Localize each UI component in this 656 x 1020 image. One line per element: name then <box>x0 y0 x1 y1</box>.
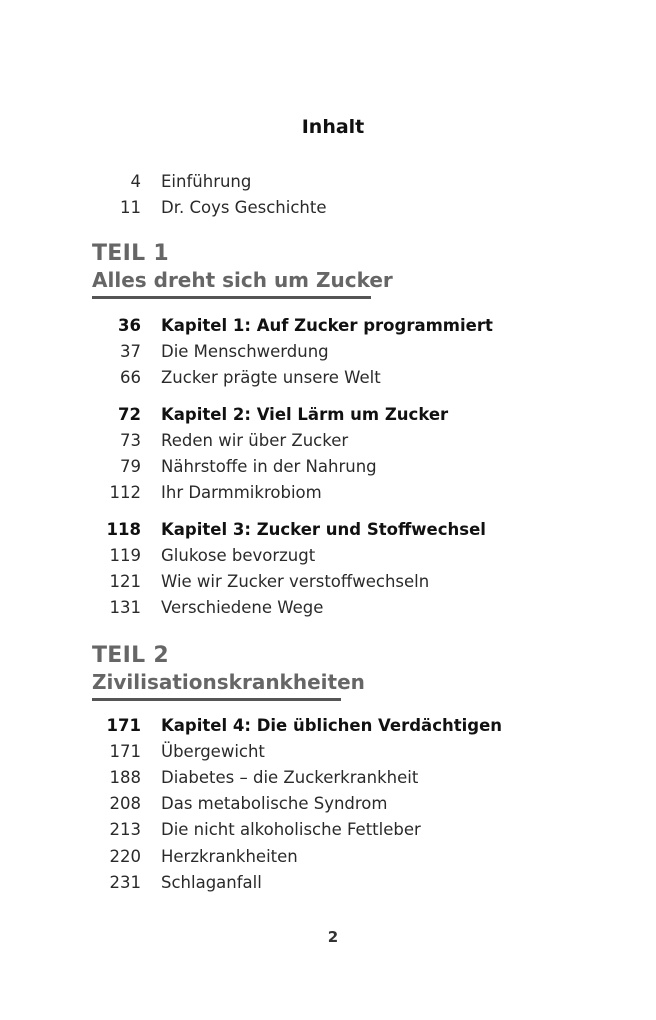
toc-entry <box>0 340 656 364</box>
page-ref: 112 <box>109 483 141 502</box>
page-ref: 118 <box>106 520 141 539</box>
page-ref: 208 <box>109 794 141 813</box>
page-ref: 11 <box>120 198 141 217</box>
toc-entry <box>0 455 656 479</box>
toc-entry <box>0 570 656 594</box>
chapter-title: Kapitel 2: Viel Lärm um Zucker <box>161 405 449 424</box>
toc-entry <box>0 871 656 895</box>
toc-entry <box>0 596 656 620</box>
toc-entry <box>0 740 656 764</box>
chapter-title: Kapitel 4: Die üblichen Verdächtigen <box>161 716 503 735</box>
chapter-entry <box>0 314 656 338</box>
entry-title: Die Menschwerdung <box>161 342 329 361</box>
toc-entry <box>0 366 656 390</box>
toc-title: Inhalt <box>301 116 365 138</box>
entry-title: Glukose bevorzugt <box>161 546 316 565</box>
entry-title: Verschiedene Wege <box>161 598 324 617</box>
page-number: 2 <box>327 928 339 946</box>
page-ref: 231 <box>109 873 141 892</box>
page-ref: 72 <box>118 405 141 424</box>
page-ref: 119 <box>109 546 141 565</box>
entry-title: Nährstoffe in der Nahrung <box>161 457 377 476</box>
toc-entry <box>0 766 656 790</box>
part-title: Zivilisationskrankheiten <box>92 670 365 694</box>
entry-title: Ihr Darmmikrobiom <box>161 483 322 502</box>
entry-title: Reden wir über Zucker <box>161 431 349 450</box>
page-ref: 36 <box>118 316 141 335</box>
toc-entry <box>0 196 656 220</box>
entry-title: Übergewicht <box>161 742 265 761</box>
page-ref: 79 <box>120 457 141 476</box>
page-ref: 171 <box>106 716 141 735</box>
chapter-title: Kapitel 3: Zucker und Stoffwechsel <box>161 520 486 539</box>
page-ref: 121 <box>109 572 141 591</box>
page-ref: 213 <box>109 820 141 839</box>
page-ref: 37 <box>120 342 141 361</box>
part-underline <box>92 296 371 299</box>
page-ref: 220 <box>109 847 141 866</box>
toc-entry <box>0 845 656 869</box>
entry-title: Das metabolische Syndrom <box>161 794 388 813</box>
toc-entry <box>0 544 656 568</box>
toc-entry <box>0 429 656 453</box>
part-title: Alles dreht sich um Zucker <box>92 268 393 292</box>
page-ref: 66 <box>120 368 141 387</box>
page-ref: 73 <box>120 431 141 450</box>
entry-title: Einführung <box>161 172 252 191</box>
entry-title: Wie wir Zucker verstoffwechseln <box>161 572 430 591</box>
entry-title: Herzkrankheiten <box>161 847 298 866</box>
entry-title: Dr. Coys Geschichte <box>161 198 327 217</box>
chapter-title: Kapitel 1: Auf Zucker programmiert <box>161 316 493 335</box>
page-ref: 131 <box>109 598 141 617</box>
toc-entry <box>0 818 656 842</box>
chapter-entry <box>0 518 656 542</box>
chapter-entry <box>0 403 656 427</box>
entry-title: Die nicht alkoholische Fettleber <box>161 820 421 839</box>
toc-entry <box>0 792 656 816</box>
toc-entry <box>0 481 656 505</box>
part-label: TEIL 2 <box>92 643 170 668</box>
toc-entry <box>0 170 656 194</box>
page-ref: 4 <box>130 172 141 191</box>
entry-title: Schlaganfall <box>161 873 262 892</box>
part-underline <box>92 698 341 701</box>
part-label: TEIL 1 <box>92 241 170 266</box>
entry-title: Zucker prägte unsere Welt <box>161 368 381 387</box>
entry-title: Diabetes – die Zuckerkrankheit <box>161 768 419 787</box>
page-ref: 188 <box>109 768 141 787</box>
page-ref: 171 <box>109 742 141 761</box>
chapter-entry <box>0 714 656 738</box>
